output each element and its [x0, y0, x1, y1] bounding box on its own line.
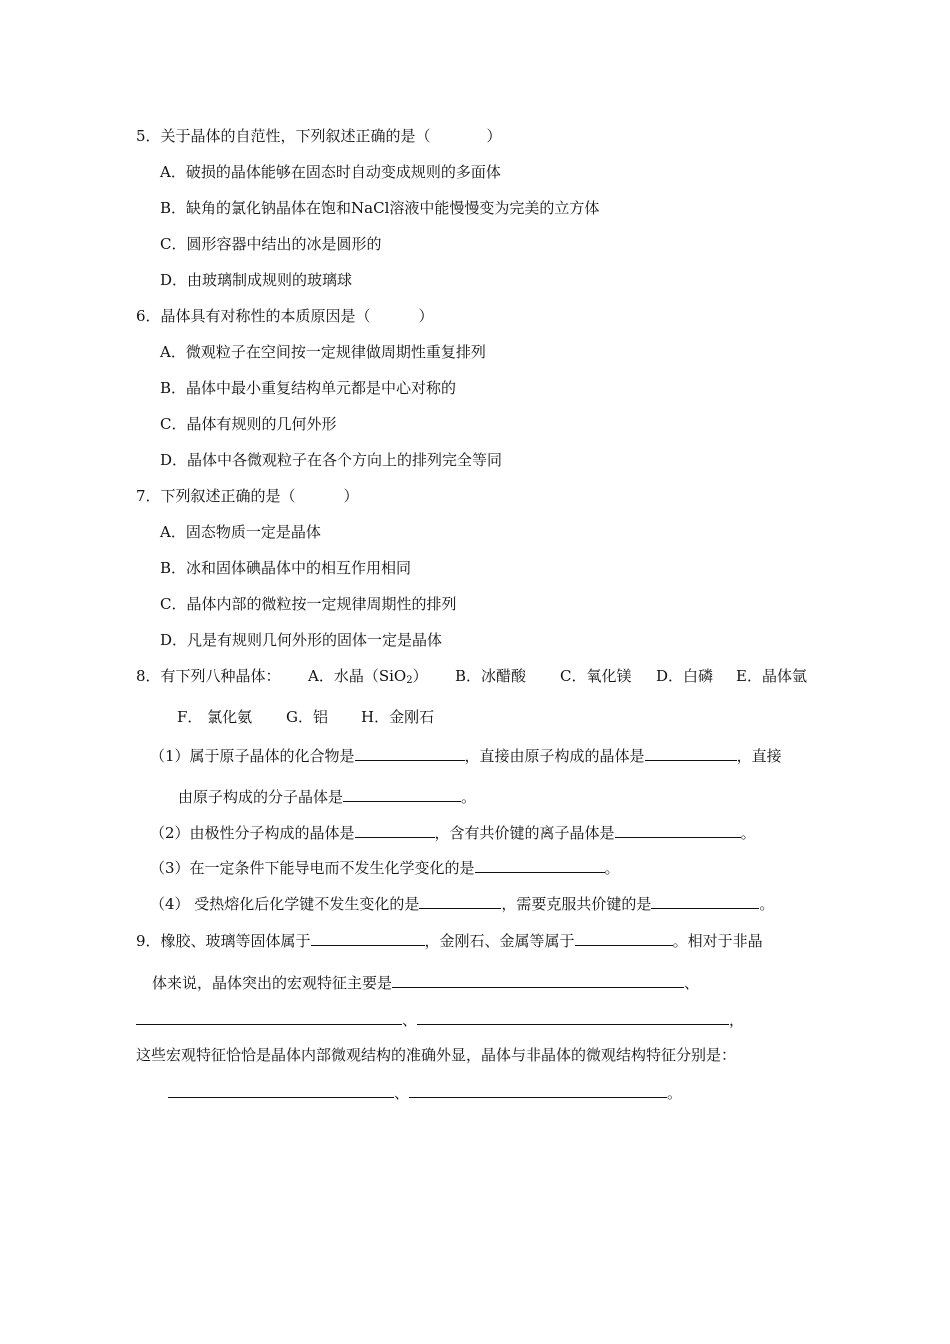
q7-option-d: D．凡是有规则几何外形的固体一定是晶体	[160, 631, 443, 649]
q8-option-h: H．金刚石	[361, 708, 435, 726]
q8-part4-prompt-b: ，需要克服共价键的是	[501, 895, 652, 913]
q8-part1-prompt-d: 由原子构成的分子晶体是	[178, 788, 344, 806]
q5-option-d: D．由玻璃制成规则的玻璃球	[160, 271, 353, 289]
q6-option-b: B．晶体中最小重复结构单元都是中心对称的	[160, 379, 457, 397]
q8-part4	[150, 892, 774, 914]
q9-separator-3: ，	[729, 1011, 745, 1029]
q7-stem-text: 7．下列叙述正确的是（	[136, 487, 296, 505]
q8-part1-prompt-b: ，直接由原子构成的晶体是	[464, 747, 645, 765]
q5-stem	[136, 126, 502, 146]
q8-part1-line1	[150, 744, 782, 766]
answer-blank[interactable]	[311, 929, 425, 946]
q9-line3	[136, 1008, 744, 1030]
answer-blank[interactable]	[168, 1081, 394, 1098]
q8-part3-end: 。	[604, 859, 620, 877]
answer-blank[interactable]	[392, 971, 684, 988]
q9-end: 。	[667, 1084, 683, 1102]
q8-option-a	[308, 666, 428, 691]
q5-option-b: B．缺角的氯化钠晶体在饱和NaCl溶液中能慢慢变为完美的立方体	[160, 199, 600, 217]
answer-blank[interactable]	[136, 1008, 402, 1025]
q8-option-g: G．铝	[286, 708, 328, 726]
q7-close-paren: ）	[343, 487, 359, 505]
q8-part2-prompt-b: ，含有共价键的离子晶体是	[434, 824, 615, 842]
q7-stem	[136, 486, 359, 506]
q9-line4: 这些宏观特征恰恰是晶体内部微观结构的准确外显，晶体与非晶体的微观结构特征分别是：	[136, 1046, 737, 1064]
q8-part4-end: 。	[759, 895, 775, 913]
q9-prompt-d: 体来说，晶体突出的宏观特征主要是	[152, 974, 393, 992]
q6-option-a: A．微观粒子在空间按一定规律做周期性重复排列	[160, 343, 486, 361]
q8-part1-end: 。	[461, 788, 477, 806]
q9-separator-2: 、	[402, 1011, 418, 1029]
answer-blank[interactable]	[419, 892, 501, 909]
q9-prompt-b: ，金刚石、金属等属于	[424, 932, 575, 950]
q9-separator-4: 、	[394, 1084, 410, 1102]
q8-option-a-subscript: 2	[406, 675, 413, 686]
q9-separator-1: 、	[684, 974, 700, 992]
q6-stem-text: 6．晶体具有对称性的本质原因是（	[136, 307, 371, 325]
q8-part4-prompt-a: （4） 受热熔化后化学键不发生变化的是	[150, 895, 420, 913]
q8-stem	[136, 666, 281, 686]
q7-option-b: B．冰和固体碘晶体中的相互作用相同	[160, 559, 412, 577]
answer-blank[interactable]	[575, 929, 673, 946]
answer-blank[interactable]	[651, 892, 759, 909]
answer-blank[interactable]	[645, 744, 737, 761]
answer-blank[interactable]	[615, 821, 741, 838]
answer-blank[interactable]	[355, 821, 435, 838]
q9-line5	[168, 1081, 682, 1103]
q9-line2	[152, 971, 699, 993]
q8-part2-end: 。	[740, 824, 756, 842]
q9-prompt-c: 。相对于非晶	[672, 932, 763, 950]
q8-option-a-close: ）	[412, 667, 428, 685]
answer-blank[interactable]	[417, 1008, 729, 1025]
q8-stem-text: 8．有下列八种晶体：	[136, 667, 281, 685]
q6-stem	[136, 306, 434, 326]
answer-blank[interactable]	[343, 785, 461, 802]
q8-option-a-text: A．水晶（SiO	[308, 667, 407, 685]
q9-line1	[136, 929, 763, 951]
q6-option-d: D．晶体中各微观粒子在各个方向上的排列完全等同	[160, 451, 503, 469]
q8-part2-prompt-a: （2）由极性分子构成的晶体是	[150, 824, 355, 842]
answer-blank[interactable]	[475, 856, 605, 873]
q6-option-c: C．晶体有规则的几何外形	[160, 415, 337, 433]
q7-option-a: A．固态物质一定是晶体	[160, 523, 321, 541]
answer-blank[interactable]	[409, 1081, 667, 1098]
q5-stem-text: 5．关于晶体的自范性，下列叙述正确的是（	[136, 127, 431, 145]
q8-part1-prompt-c: ，直接	[736, 747, 782, 765]
q5-option-a: A．破损的晶体能够在固态时自动变成规则的多面体	[160, 163, 501, 181]
q8-part1-line2	[178, 785, 476, 807]
q8-part2	[150, 821, 756, 843]
q8-option-d: D．白磷	[656, 667, 714, 685]
q8-part3-prompt: （3）在一定条件下能导电而不发生化学变化的是	[150, 859, 475, 877]
q8-option-e: E．晶体氩	[736, 667, 807, 685]
q8-part1-prompt-a: （1）属于原子晶体的化合物是	[150, 747, 355, 765]
q5-option-c: C．圆形容器中结出的冰是圆形的	[160, 235, 382, 253]
q8-option-c: C．氧化镁	[560, 667, 632, 685]
q5-close-paren: ）	[486, 127, 502, 145]
q8-option-f: F． 氯化氨	[177, 708, 253, 726]
q9-prompt-a: 9．橡胶、玻璃等固体属于	[136, 932, 311, 950]
q6-close-paren: ）	[418, 307, 434, 325]
q8-part3	[150, 856, 620, 878]
answer-blank[interactable]	[355, 744, 465, 761]
q7-option-c: C．晶体内部的微粒按一定规律周期性的排列	[160, 595, 457, 613]
q8-option-b: B．冰醋酸	[455, 667, 527, 685]
